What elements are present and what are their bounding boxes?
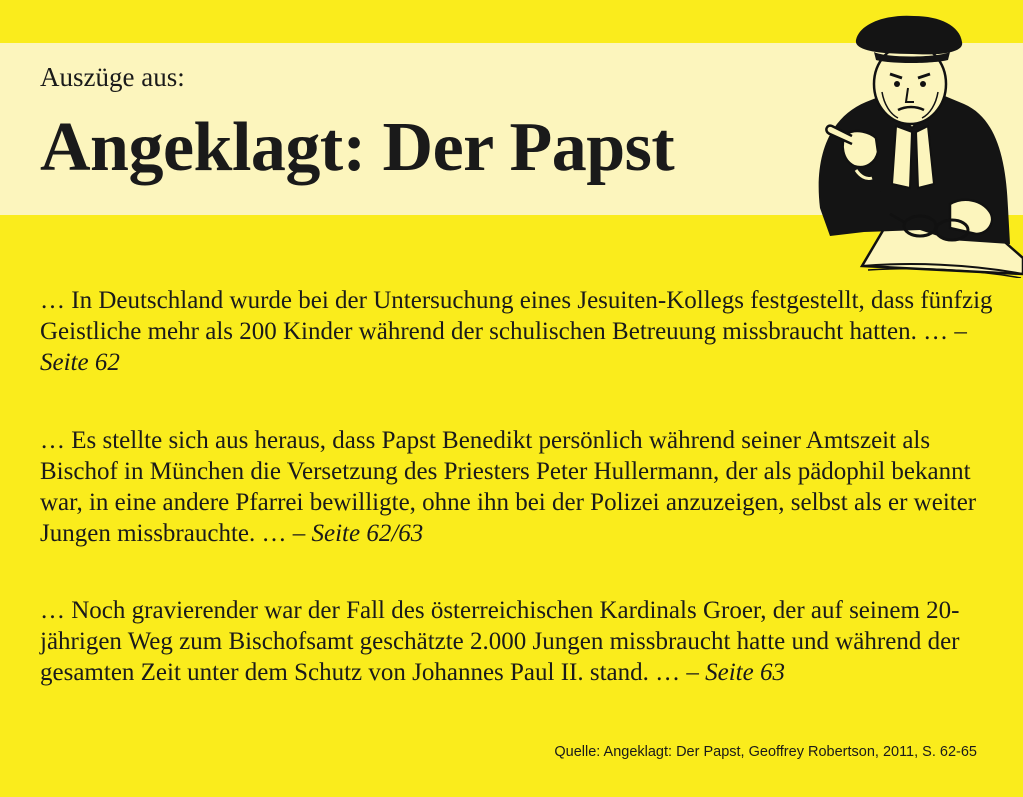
quote-text: … In Deutschland wurde bei der Untersuchung eines Jesuiten-Kollegs festgestellt, dass fünfzig Geistliche mehr als 200 Kinder während der schulischen Betreuung missbraucht hatten. … – [40,287,993,345]
page-reference: Seite 62/63 [311,520,424,547]
quote-text: … Es stellte sich aus heraus, dass Papst Benedikt persönlich während seiner Amtszeit als Bischof in München die Versetzung des Priesters Peter Hullermann, der als pädophil bekannt war, in eine andere Pfarrei bewilligte, ohne ihn bei der Polizei anzuzeigen, selbst als er weiter Jungen missbrauchte. … – [40,427,977,547]
subtitle: Auszüge aus: [40,62,185,92]
page-title: Angeklagt: Der Papst [40,109,675,186]
quote-2 [40,425,1005,549]
judge-pointing-icon [800,8,1023,278]
quote-1 [40,285,1005,378]
quote-3 [40,595,1005,688]
page-reference: Seite 63 [705,659,785,686]
quote-text: … Noch gravierender war der Fall des österreichischen Kardinals Groer, der auf seinem 20-jährigen Weg zum Bischofsamt geschätzte 2.000 Jungen missbraucht hatte und während der gesamten Zeit unter dem Schutz von Johannes Paul II. stand. … – [40,597,960,686]
source-citation: Quelle: Angeklagt: Der Papst, Geoffrey Robertson, 2011, S. 62-65 [554,744,977,760]
page-reference: Seite 62 [40,349,120,376]
